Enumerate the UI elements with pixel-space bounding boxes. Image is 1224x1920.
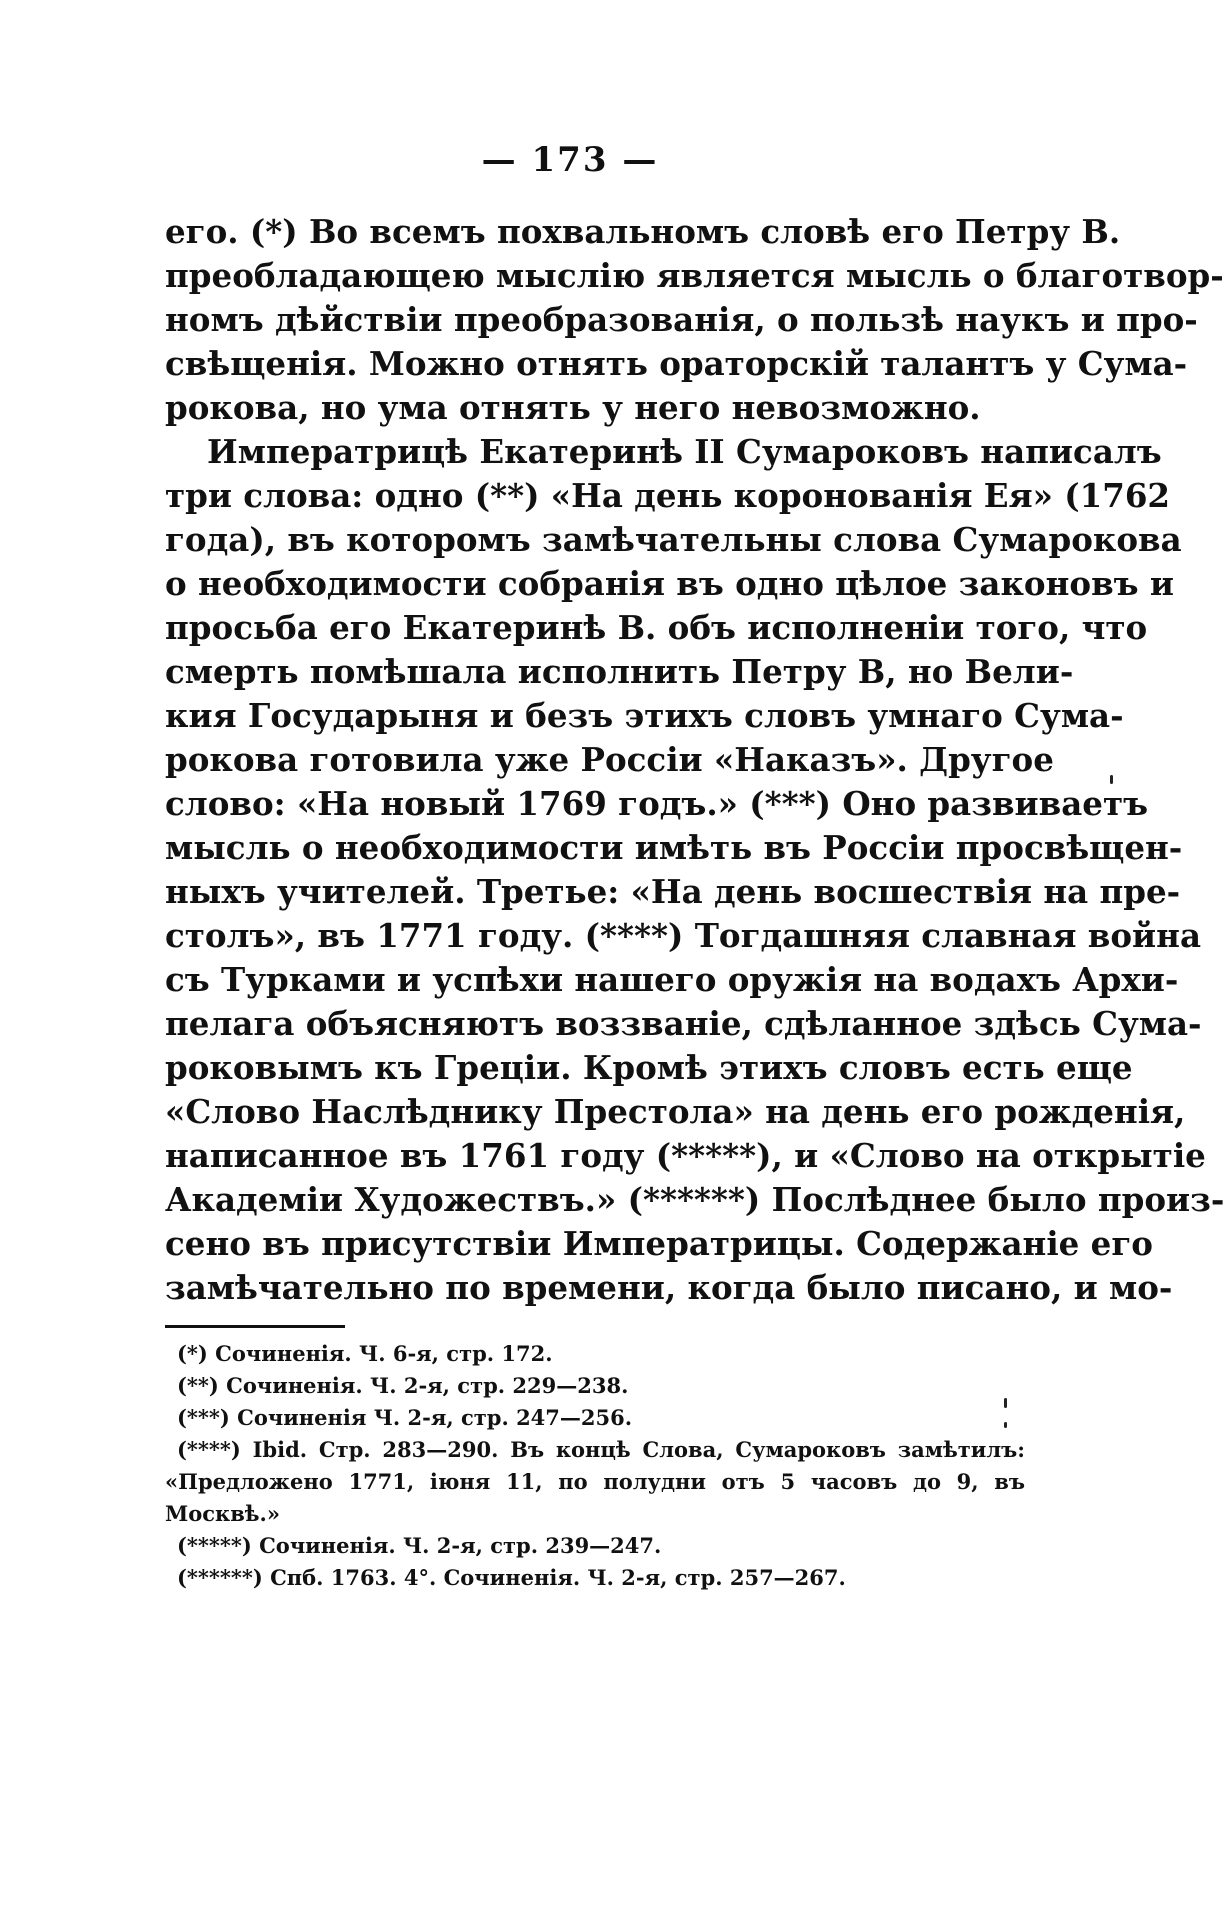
footnote-line: Москвѣ.» [165,1501,280,1526]
text-line: кия Государыня и безъ этихъ словъ умнаго Сума- [165,696,1124,735]
footnote-line: «Предложено 1771, іюня 11, по полудни отъ 5 часовъ до 9, въ [165,1469,1025,1494]
text-line: столъ», въ 1771 году. (****) Тогдашняя славная война [165,916,1202,955]
text-line: свѣщенія. Можно отнять ораторскій талантъ у Сума- [165,344,1188,383]
text-line: рокова готовила уже Россіи «Наказъ». Другое [165,740,1054,779]
footnote-line: (****) Ibid. Стр. 283—290. Въ концѣ Слова, Сумароковъ замѣтилъ: [177,1437,1025,1462]
footnotes [165,1338,1025,1594]
text-line: просьба его Екатеринѣ В. объ исполненіи того, что [165,608,1148,647]
text-line: номъ дѣйствіи преобразованія, о пользѣ наукъ и про- [165,300,1198,339]
print-speck [1004,1398,1007,1408]
text-line: роковымъ къ Греціи. Кромѣ этихъ словъ есть еще [165,1048,1133,1087]
footnote-divider [165,1325,345,1328]
main-text [165,210,1224,1310]
text-line: написанное въ 1761 году (*****), и «Слово на открытіе [165,1136,1206,1175]
text-line: замѣчательно по времени, когда было писано, и мо- [165,1268,1173,1307]
text-line: ныхъ учителей. Третье: «На день восшествія на пре- [165,872,1181,911]
text-line: года), въ которомъ замѣчательны слова Сумарокова [165,520,1182,559]
text-line: о необходимости собранія въ одно цѣлое законовъ и [165,564,1175,603]
text-line: пелага объясняютъ воззваніе, сдѣланное здѣсь Сума- [165,1004,1202,1043]
text-line: Академіи Художествъ.» (******) Послѣднее было произ- [165,1180,1224,1219]
text-line: рокова, но ума отнять у него невозможно. [165,388,981,427]
text-line: Императрицѣ Екатеринѣ II Сумароковъ написалъ [207,432,1162,471]
text-line: его. (*) Во всемъ похвальномъ словѣ его Петру В. [165,212,1121,251]
text-line: мысль о необходимости имѣть въ Россіи просвѣщен- [165,828,1183,867]
text-line: три слова: одно (**) «На день коронованія Ея» (1762 [165,476,1171,515]
footnote-line: (*) Сочиненія. Ч. 6-я, стр. 172. [177,1341,553,1366]
text-line: смерть помѣшала исполнить Петру В, но Вели- [165,652,1074,691]
text-line: «Слово Наслѣднику Престола» на день его рожденія, [165,1092,1186,1131]
footnote-line: (******) Спб. 1763. 4°. Сочиненія. Ч. 2-я, стр. 257—267. [177,1565,846,1590]
text-line: сено въ присутствіи Императрицы. Содержаніе его [165,1224,1153,1263]
footnote-line: (*****) Сочиненія. Ч. 2-я, стр. 239—247. [177,1533,662,1558]
footnote-line: (**) Сочиненія. Ч. 2-я, стр. 229—238. [177,1373,629,1398]
print-speck [1110,775,1113,784]
print-speck [1004,1422,1007,1428]
text-line: преобладающею мыслію является мысль о благотвор- [165,256,1224,295]
text-line: слово: «На новый 1769 годъ.» (***) Оно развиваетъ [165,784,1149,823]
page-number: — 173 — [481,140,659,180]
footnote-line: (***) Сочиненія Ч. 2-я, стр. 247—256. [177,1405,633,1430]
text-line: съ Турками и успѣхи нашего оружія на водахъ Архи- [165,960,1179,999]
